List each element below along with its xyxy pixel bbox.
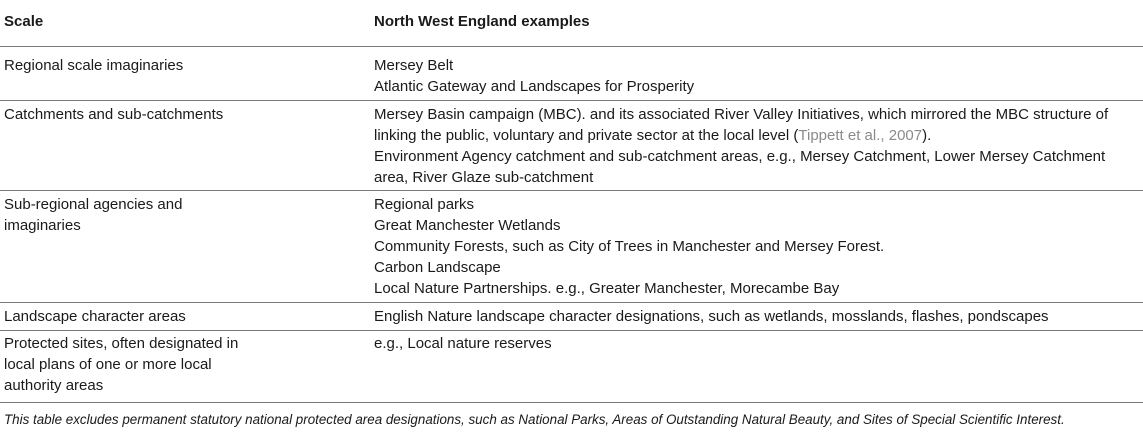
example-text: Regional parks (374, 196, 475, 213)
example-text: English Nature landscape character designations, such as wetlands, mosslands, flashes, pondscapes (374, 308, 1049, 325)
example-text: Carbon Landscape (374, 259, 501, 276)
example-text: Environment Agency catchment and sub-catchment areas, e.g., Mersey Catchment, Lower Mersey Catchment (374, 148, 1106, 165)
example-text: Mersey Belt (374, 57, 454, 74)
table-footnote: This table excludes permanent statutory national protected area designations, such as National Parks, Areas of Outstanding Natural Beauty, and Sites of Special Scientific Interest. (4, 412, 1065, 427)
scale-text: Protected sites, often designated in (4, 335, 239, 352)
scale-text: local plans of one or more local (4, 356, 212, 373)
scale-cell (4, 194, 304, 236)
scale-text: Catchments and sub-catchments (4, 106, 224, 123)
examples-cell (374, 333, 1140, 354)
example-text: Great Manchester Wetlands (374, 217, 561, 234)
table-header-row (0, 0, 1143, 46)
example-text: ). (922, 127, 932, 144)
row-rule (0, 302, 1143, 303)
scale-cell (4, 55, 304, 76)
examples-cell (374, 55, 1140, 97)
example-text-with-citation (374, 125, 1140, 146)
examples-cell (374, 194, 1140, 299)
row-rule (0, 330, 1143, 331)
scale-text: Regional scale imaginaries (4, 57, 184, 74)
example-text: Atlantic Gateway and Landscapes for Prosperity (374, 78, 695, 95)
scale-text: Sub-regional agencies and (4, 196, 183, 213)
example-text: area, River Glaze sub-catchment (374, 169, 594, 186)
citation-link[interactable]: Tippett et al., 2007 (798, 127, 923, 144)
examples-cell (374, 306, 1140, 327)
example-text: Mersey Basin campaign (MBC). and its associated River Valley Initiatives, which mirrored the MBC structure of (374, 106, 1109, 123)
row-rule (0, 100, 1143, 101)
header-rule (0, 46, 1143, 47)
header-examples: North West England examples (374, 13, 590, 30)
example-text: linking the public, voluntary and private sector at the local level ( (374, 127, 799, 144)
header-scale: Scale (4, 13, 44, 30)
example-text: e.g., Local nature reserves (374, 335, 552, 352)
example-text: Local Nature Partnerships. e.g., Greater Manchester, Morecambe Bay (374, 280, 840, 297)
scale-text: authority areas (4, 377, 104, 394)
scale-cell (4, 104, 304, 125)
table-bottom-rule (0, 402, 1143, 403)
scale-text: Landscape character areas (4, 308, 186, 325)
scale-cell (4, 306, 304, 327)
scale-cell (4, 333, 304, 396)
examples-cell (374, 104, 1140, 188)
row-rule (0, 190, 1143, 191)
scale-text: imaginaries (4, 217, 81, 234)
example-text: Community Forests, such as City of Trees in Manchester and Mersey Forest. (374, 238, 885, 255)
